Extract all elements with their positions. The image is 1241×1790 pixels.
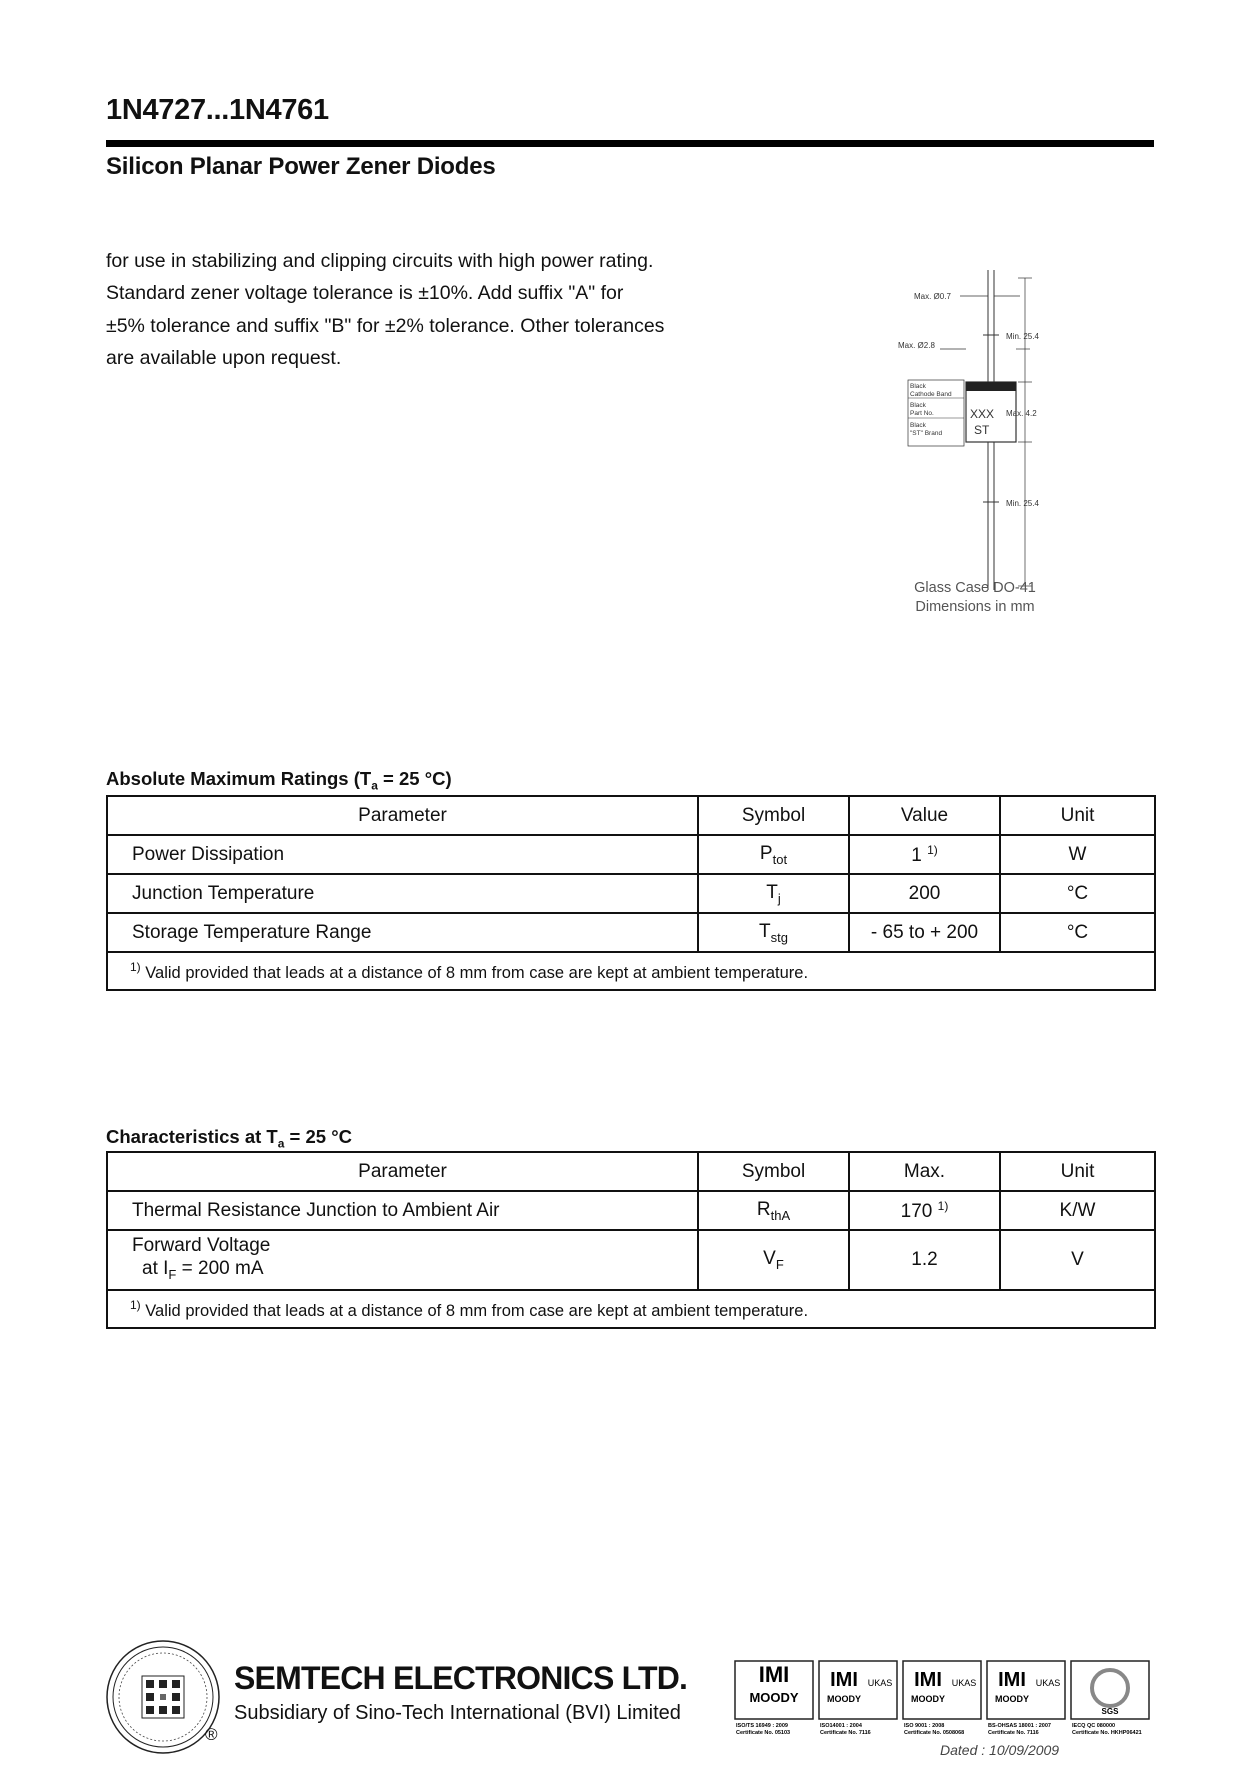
datasheet-title: 1N4727...1N4761 — [106, 94, 329, 126]
value-cell: 1 $^{1)}$ — [849, 835, 1000, 874]
table-footnote: $^{1)}$ Valid provided that leads at a distance of 8 mm from case are kept at ambient temperature. — [107, 1290, 1155, 1328]
col-header: Symbol — [698, 796, 849, 835]
svg-text:ISO/TS 16949 : 2009: ISO/TS 16949 : 2009 — [736, 1723, 788, 1729]
package-caption: Glass Case DO-41 — [914, 580, 1036, 596]
param-cell: Power Dissipation — [107, 835, 698, 874]
table-note-row — [107, 1290, 1155, 1328]
title-rule — [106, 140, 1154, 147]
svg-text:IMI: IMI — [998, 1669, 1026, 1691]
param-cell: Storage Temperature Range — [107, 913, 698, 952]
symbol-cell: $V_F$ — [698, 1230, 849, 1290]
svg-text:ISO 9001 : 2008: ISO 9001 : 2008 — [904, 1723, 945, 1729]
body-dia-label: Max. Ø2.8 — [898, 341, 935, 350]
svg-text:UKAS: UKAS — [867, 1678, 893, 1688]
lead-length-bottom-label: Min. 25.4 — [1006, 499, 1039, 508]
cert-badge — [819, 1661, 897, 1736]
table-header-row — [107, 796, 1155, 835]
svg-text:IECQ QC 080000: IECQ QC 080000 — [1072, 1723, 1116, 1729]
svg-text:ISO14001 : 2004: ISO14001 : 2004 — [820, 1723, 862, 1729]
table-row — [107, 1230, 1155, 1290]
symbol-cell: $P_{tot}$ — [698, 835, 849, 874]
value-cell: 200 — [849, 874, 1000, 913]
col-header: Max. — [849, 1152, 1000, 1191]
lead-dia-label: Max. Ø0.7 — [914, 292, 951, 301]
unit-cell: °C — [1000, 913, 1155, 952]
company-name: SEMTECH ELECTRONICS LTD. — [234, 1660, 688, 1696]
dimensions-caption: Dimensions in mm — [915, 599, 1035, 615]
lead-length-top-label: Min. 25.4 — [1006, 332, 1039, 341]
brand-label-2: "ST" Brand — [910, 430, 943, 437]
symbol-cell: $T_{stg}$ — [698, 913, 849, 952]
col-header: Parameter — [107, 796, 698, 835]
cert-badge — [735, 1661, 813, 1736]
col-header: Unit — [1000, 796, 1155, 835]
abs-max-table — [106, 795, 1156, 991]
table-footnote: $^{1)}$ Valid provided that leads at a distance of 8 mm from case are kept at ambient temperature. — [107, 952, 1155, 990]
symbol-cell: $T_j$ — [698, 874, 849, 913]
part-label-1: Black — [910, 402, 926, 409]
cert-badge — [1071, 1661, 1149, 1736]
svg-text:SGS: SGS — [1101, 1707, 1119, 1716]
table-header-row — [107, 1152, 1155, 1191]
svg-text:Certificate No. HKHP06421: Certificate No. HKHP06421 — [1072, 1730, 1142, 1736]
unit-cell: °C — [1000, 874, 1155, 913]
svg-text:Certificate No. 05103: Certificate No. 05103 — [736, 1730, 791, 1736]
cert-badge — [987, 1661, 1065, 1736]
table-row — [107, 874, 1155, 913]
value-cell: 170 $^{1)}$ — [849, 1191, 1000, 1230]
svg-text:Certificate No. 7116: Certificate No. 7116 — [820, 1730, 871, 1736]
value-cell: - 65 to + 200 — [849, 913, 1000, 952]
characteristics-table — [106, 1151, 1156, 1329]
svg-text:MOODY: MOODY — [826, 1694, 862, 1704]
part-label-2: Part No. — [910, 410, 934, 417]
svg-text:UKAS: UKAS — [1035, 1678, 1061, 1688]
abs-max-title: Absolute Maximum Ratings ($T_a = 25$ °C) — [106, 768, 452, 793]
svg-text:UKAS: UKAS — [951, 1678, 977, 1688]
svg-text:MOODY: MOODY — [749, 1690, 799, 1705]
svg-text:IMI: IMI — [758, 1662, 790, 1687]
characteristics-title: Characteristics at $T_a = 25$ °C — [106, 1126, 352, 1151]
symbol-cell: $R_{thA}$ — [698, 1191, 849, 1230]
cert-badge — [903, 1661, 981, 1736]
brand-label-1: Black — [910, 422, 926, 429]
svg-text:MOODY: MOODY — [994, 1694, 1030, 1704]
dated-stamp: Dated : 10/09/2009 — [940, 1742, 1060, 1758]
table-note-row — [107, 952, 1155, 990]
part-marking: XXX — [970, 407, 995, 421]
unit-cell: V — [1000, 1230, 1155, 1290]
datasheet-subtitle: Silicon Planar Power Zener Diodes — [106, 153, 496, 180]
svg-text:Certificate No. 7116: Certificate No. 7116 — [988, 1730, 1039, 1736]
band-label-2: Cathode Band — [910, 391, 952, 398]
intro-paragraph: for use in stabilizing and clipping circuits with high power rating. Standard zener voltage tolerance is ±10%. Add suffix "A" for ±5% tolerance and suffix "B" for ±2% tolerance. Other tolerances are available upon request. — [106, 250, 665, 369]
table-row — [107, 1191, 1155, 1230]
table-row — [107, 913, 1155, 952]
unit-cell: K/W — [1000, 1191, 1155, 1230]
param-cell: Thermal Resistance Junction to Ambient Air — [107, 1191, 698, 1230]
col-header: Symbol — [698, 1152, 849, 1191]
svg-text:IMI: IMI — [830, 1669, 858, 1691]
col-header: Unit — [1000, 1152, 1155, 1191]
certification-badges — [734, 1660, 1154, 1736]
table-row — [107, 835, 1155, 874]
brand-marking: ST — [974, 423, 990, 437]
band-label-1: Black — [910, 383, 926, 390]
svg-text:BS-OHSAS 18001 : 2007: BS-OHSAS 18001 : 2007 — [988, 1723, 1051, 1729]
param-cell: Junction Temperature — [107, 874, 698, 913]
svg-text:Certificate No. 0508068: Certificate No. 0508068 — [904, 1730, 965, 1736]
col-header: Value — [849, 796, 1000, 835]
registered-mark: ® — [205, 1725, 218, 1744]
subsidiary-line: Subsidiary of Sino-Tech International (BVI) Limited — [234, 1702, 681, 1724]
do41-package-drawing — [870, 270, 1070, 590]
unit-cell: W — [1000, 835, 1155, 874]
value-cell: 1.2 — [849, 1230, 1000, 1290]
col-header: Parameter — [107, 1152, 698, 1191]
param-cell: Forward Voltage at $I_F = 200$ mA — [107, 1230, 698, 1290]
svg-text:MOODY: MOODY — [910, 1694, 946, 1704]
svg-text:IMI: IMI — [914, 1669, 942, 1691]
body-length-label: Max. 4.2 — [1006, 409, 1037, 418]
